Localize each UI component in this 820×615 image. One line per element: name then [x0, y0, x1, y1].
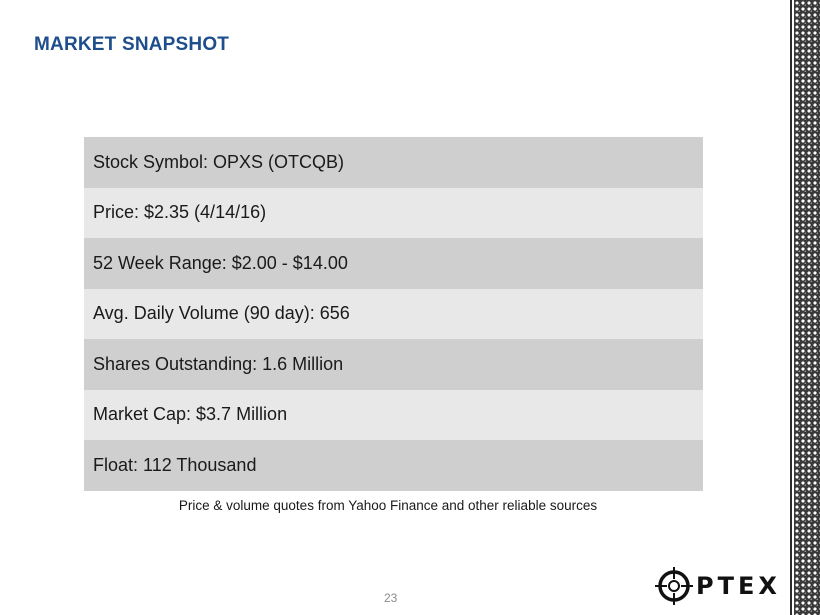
slide-title: MARKET SNAPSHOT: [34, 34, 230, 55]
shares-outstanding-row: Shares Outstanding: 1.6 Million: [84, 339, 703, 390]
source-note: Price & volume quotes from Yahoo Finance and other reliable sources: [178, 498, 598, 513]
optex-logo: [654, 566, 781, 606]
daily-volume-row: Avg. Daily Volume (90 day): 656: [84, 289, 703, 340]
decorative-pattern-strip: [794, 0, 820, 615]
float-row: Float: 112 Thousand: [84, 440, 703, 491]
stock-symbol-row: Stock Symbol: OPXS (OTCQB): [84, 137, 703, 188]
price-row: Price: $2.35 (4/14/16): [84, 188, 703, 239]
logo-text: PTEX: [696, 572, 781, 600]
crosshair-icon: [654, 566, 694, 606]
page-number: 23: [384, 591, 398, 605]
decorative-divider: [790, 0, 792, 615]
market-cap-row: Market Cap: $3.7 Million: [84, 390, 703, 441]
week-range-row: 52 Week Range: $2.00 - $14.00: [84, 238, 703, 289]
market-snapshot-table: [84, 137, 703, 491]
